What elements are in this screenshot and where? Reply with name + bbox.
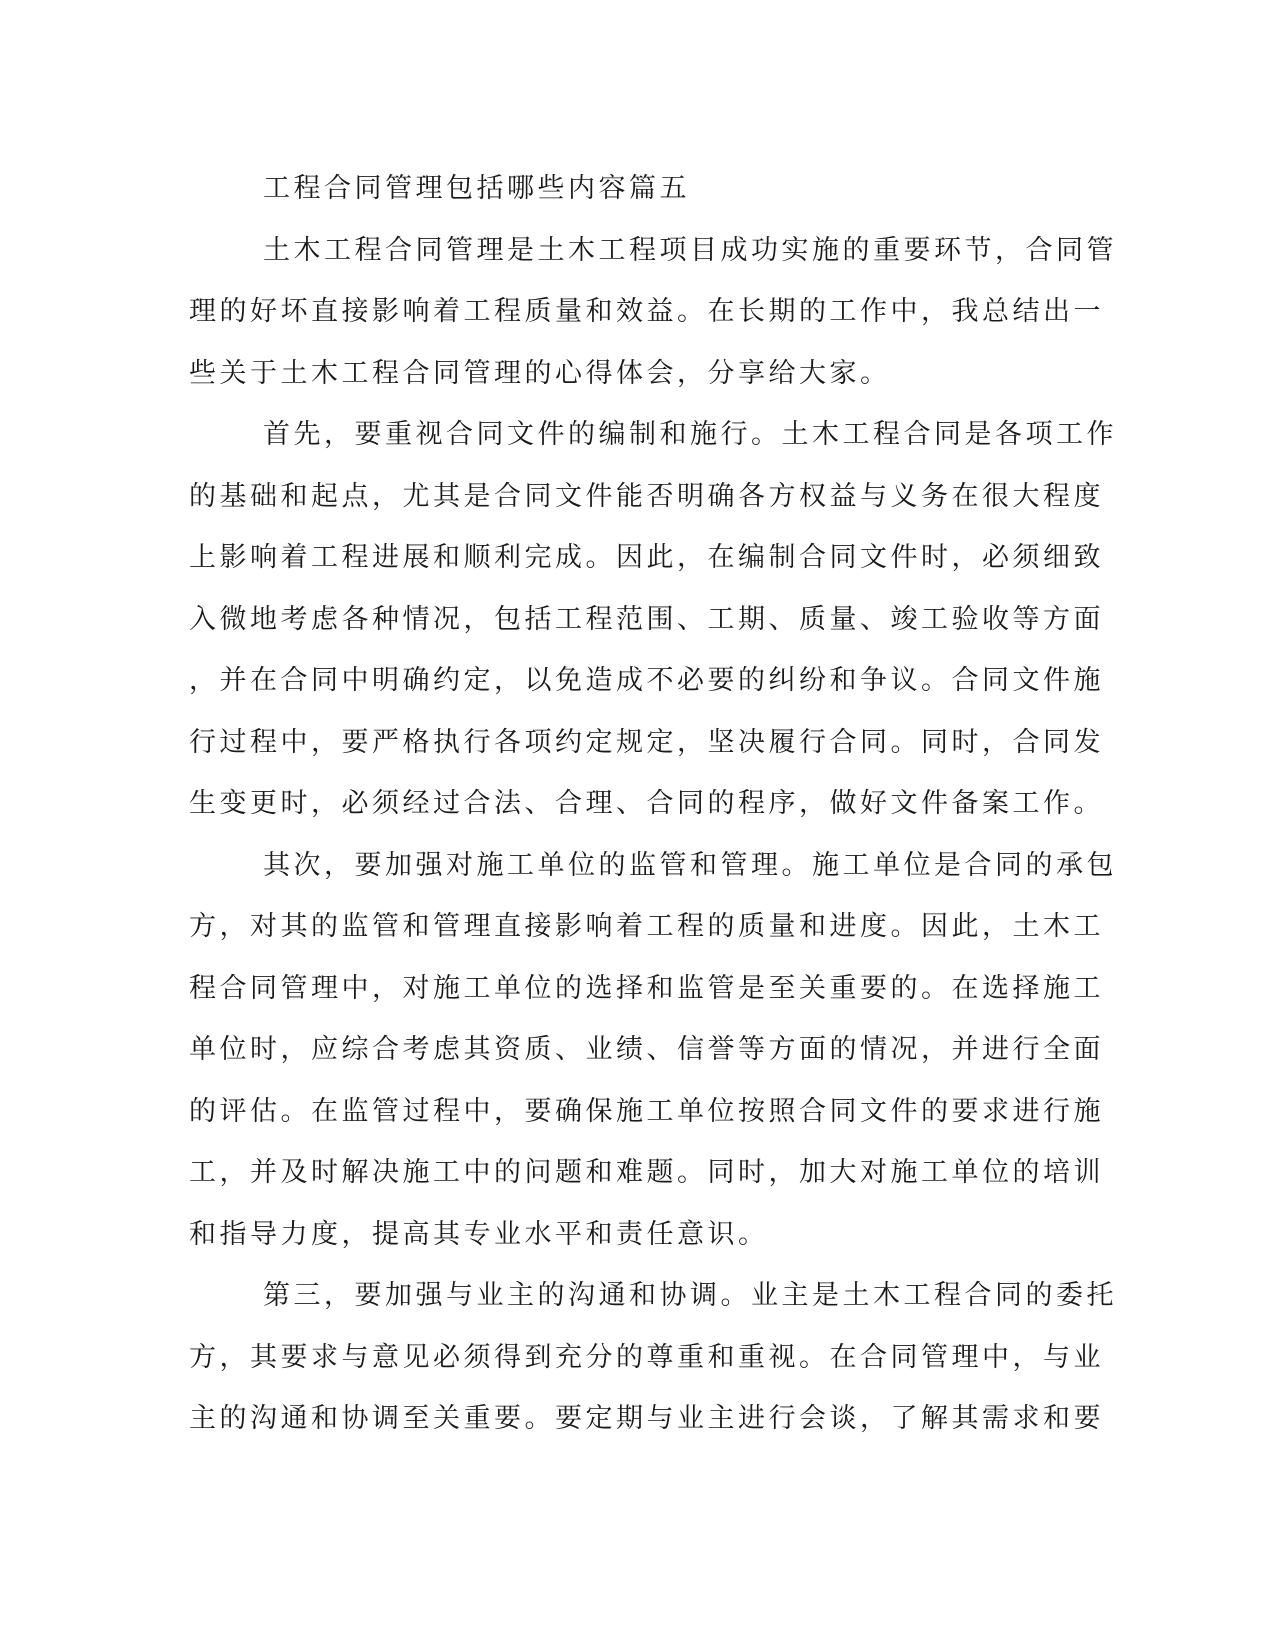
paragraph-line: 的基础和起点，尤其是合同文件能否明确各方权益与义务在很大程度 [189,480,1104,512]
paragraph-line: 生变更时，必须经过合法、合理、合同的程序，做好文件备案工作。 [189,788,1104,819]
paragraph-line: 第三，要加强与业主的沟通和协调。业主是土木工程合同的委托 [263,1280,1117,1311]
paragraph-line: 方，对其的监管和管理直接影响着工程的质量和进度。因此，土木工 [189,911,1104,942]
paragraph-line: 些关于土木工程合同管理的心得体会，分享给大家。 [189,357,891,389]
paragraph-line: 土木工程合同管理是土木工程项目成功实施的重要环节，合同管 [263,234,1117,266]
paragraph-1 [189,220,1117,405]
paragraph-line: 理的好坏直接影响着工程质量和效益。在长期的工作中，我总结出一 [189,296,1104,327]
paragraph-line: 和指导力度，提高其专业水平和责任意识。 [189,1218,769,1250]
paragraph-line: 程合同管理中，对施工单位的选择和监管是至关重要的。在选择施工 [189,972,1104,1004]
paragraph-3 [189,835,1117,1266]
paragraph-4 [189,1265,1117,1450]
paragraph-line: 入微地考虑各种情况，包括工程范围、工期、质量、竣工验收等方面 [189,603,1104,635]
paragraph-line: 主的沟通和协调至关重要。要定期与业主进行会谈，了解其需求和要 [189,1403,1104,1434]
paragraph-line: 行过程中，要严格执行各项约定规定，坚决履行合同。同时，合同发 [189,726,1104,758]
paragraph-line: 单位时，应综合考虑其资质、业绩、信誉等方面的情况，并进行全面 [189,1034,1104,1065]
paragraph-line: 其次，要加强对施工单位的监管和管理。施工单位是合同的承包 [263,849,1117,881]
paragraph-line: 首先，要重视合同文件的编制和施行。土木工程合同是各项工作 [263,419,1117,450]
paragraph-line: 上影响着工程进展和顺利完成。因此，在编制合同文件时，必须细致 [189,542,1104,573]
paragraph-line: ，并在合同中明确约定，以免造成不必要的纠纷和争议。合同文件施 [189,665,1104,696]
document-title: 工程合同管理包括哪些内容篇五 [263,173,690,204]
paragraph-line: 工，并及时解决施工中的问题和难题。同时，加大对施工单位的培训 [189,1157,1104,1188]
paragraph-line: 方，其要求与意见必须得到充分的尊重和重视。在合同管理中，与业 [189,1341,1104,1373]
paragraph-2 [189,404,1117,835]
paragraph-line: 的评估。在监管过程中，要确保施工单位按照合同文件的要求进行施 [189,1095,1104,1127]
document-body [189,158,1117,1450]
